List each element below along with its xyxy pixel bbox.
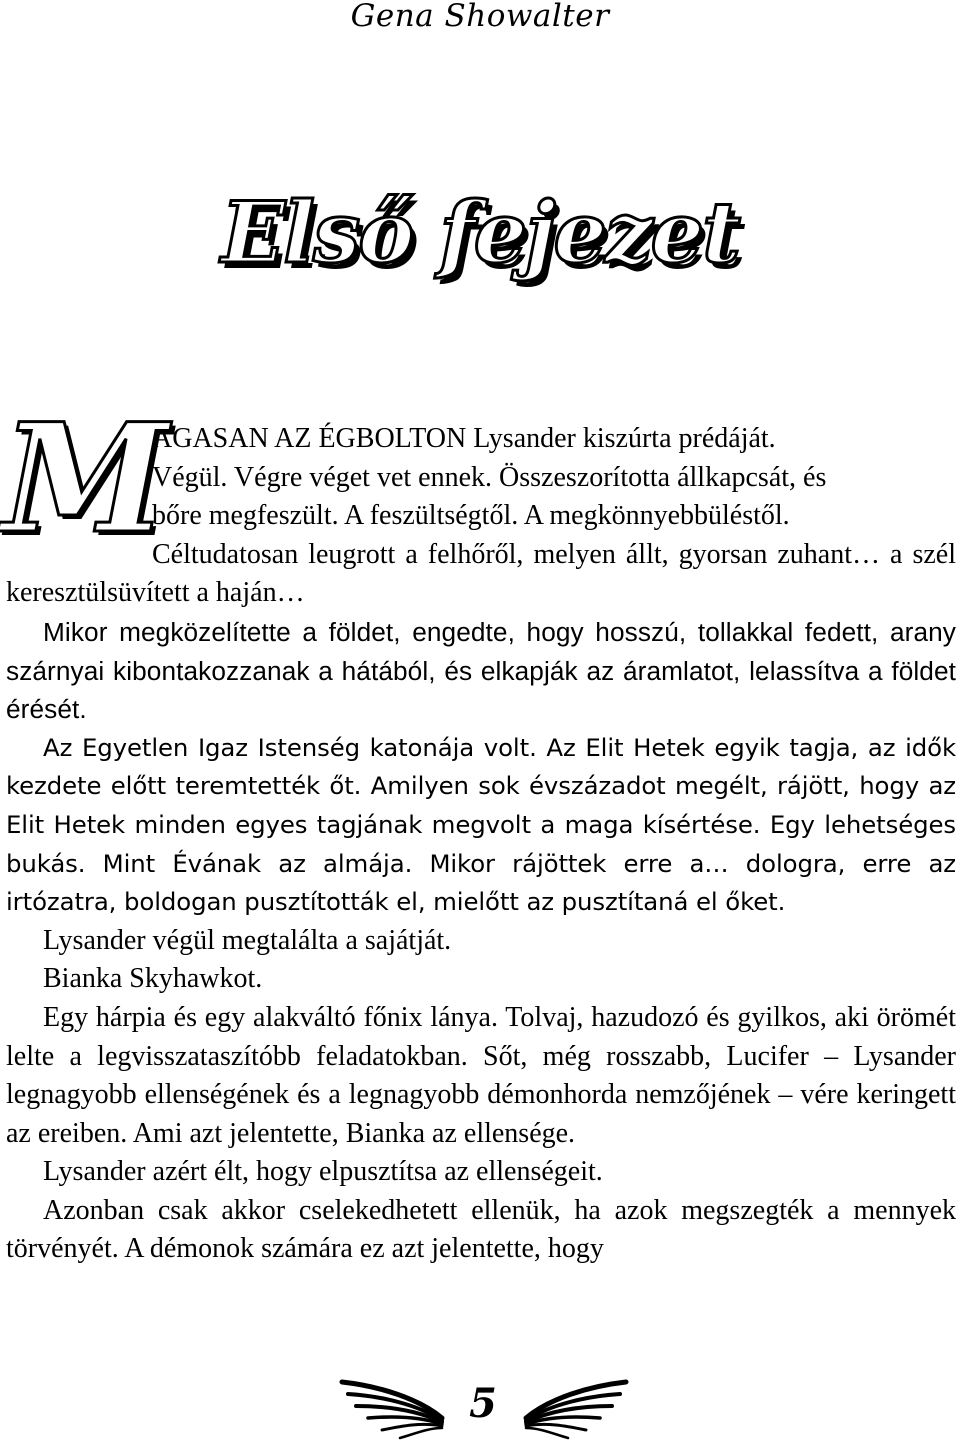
page-number: 5 <box>469 1380 497 1427</box>
paragraph: Egy hárpia és egy alakváltó főnix lánya. Tolvaj, hazudozó és gyilkos, aki örömét lelte a legvisszataszítóbb feladatokban. Sőt, még rosszabb, Lucifer – Lysander legnagyobb ellenségének és a legnagyobb démonhorda nemzőjének – vére keringett az ereiben. Ami azt jelentette, Bianka az ellensége. <box>6 1001 956 1149</box>
paragraph: Bianka Skyhawkot. <box>43 963 263 995</box>
paragraph: Lysander végül megtalálta a sajátját. <box>43 924 452 956</box>
page-footer <box>0 1372 960 1444</box>
first-paragraph-line: AGASAN AZ ÉGBOLTON Lysander kiszúrta prédáját. <box>152 423 776 454</box>
running-header-author: Gena Showalter <box>350 0 610 34</box>
paragraph: Az Egyetlen Igaz Istenség katonája volt. Az Elit Hetek egyik tagja, az idők kezdete előtt teremtették őt. Amilyen sok évszázadot megélt, rájött, hogy az Elit Hetek minden egyes tagjának megvolt a maga kísértése. Egy lehetséges bukás. Mint Évának az almája. Mikor rájöttek erre a… dologra, erre az irtózatra, boldogan pusztították el, mielőtt az pusztítaná el őket. <box>6 732 956 917</box>
right-wing-icon <box>522 1378 630 1440</box>
paragraph: Azonban csak akkor cselekedhetett ellenük, ha azok megszegték a mennyek törvényét. A démonok számára ez azt jelentette, hogy <box>6 1194 956 1265</box>
paragraph: Lysander azért élt, hogy elpusztítsa az ellenségeit. <box>43 1156 603 1188</box>
drop-cap-letter: M <box>2 391 169 567</box>
first-paragraph-line: bőre megfeszült. A feszültségtől. A megkönnyebbüléstől. <box>152 500 790 532</box>
left-wing-icon <box>338 1378 446 1440</box>
first-paragraph-line: Végül. Végre véget vet ennek. Összeszorította állkapcsát, és <box>152 461 827 493</box>
first-paragraph <box>2 391 956 613</box>
body-text <box>2 391 956 1269</box>
paragraph: Mikor megközelítette a földet, engedte, hogy hosszú, tollakkal fedett, arany szárnyai kibontakozzanak a hátából, és elkapják az áramlatot, lelassítva a földet érését. <box>6 616 956 725</box>
first-paragraph-rest: Céltudatosan leugrott a felhőről, melyen állt, gyorsan zuhant… a szél keresztülsüvített a haján… <box>6 538 956 609</box>
chapter-title: Első fejezet <box>221 183 739 282</box>
drop-cap <box>2 391 169 567</box>
